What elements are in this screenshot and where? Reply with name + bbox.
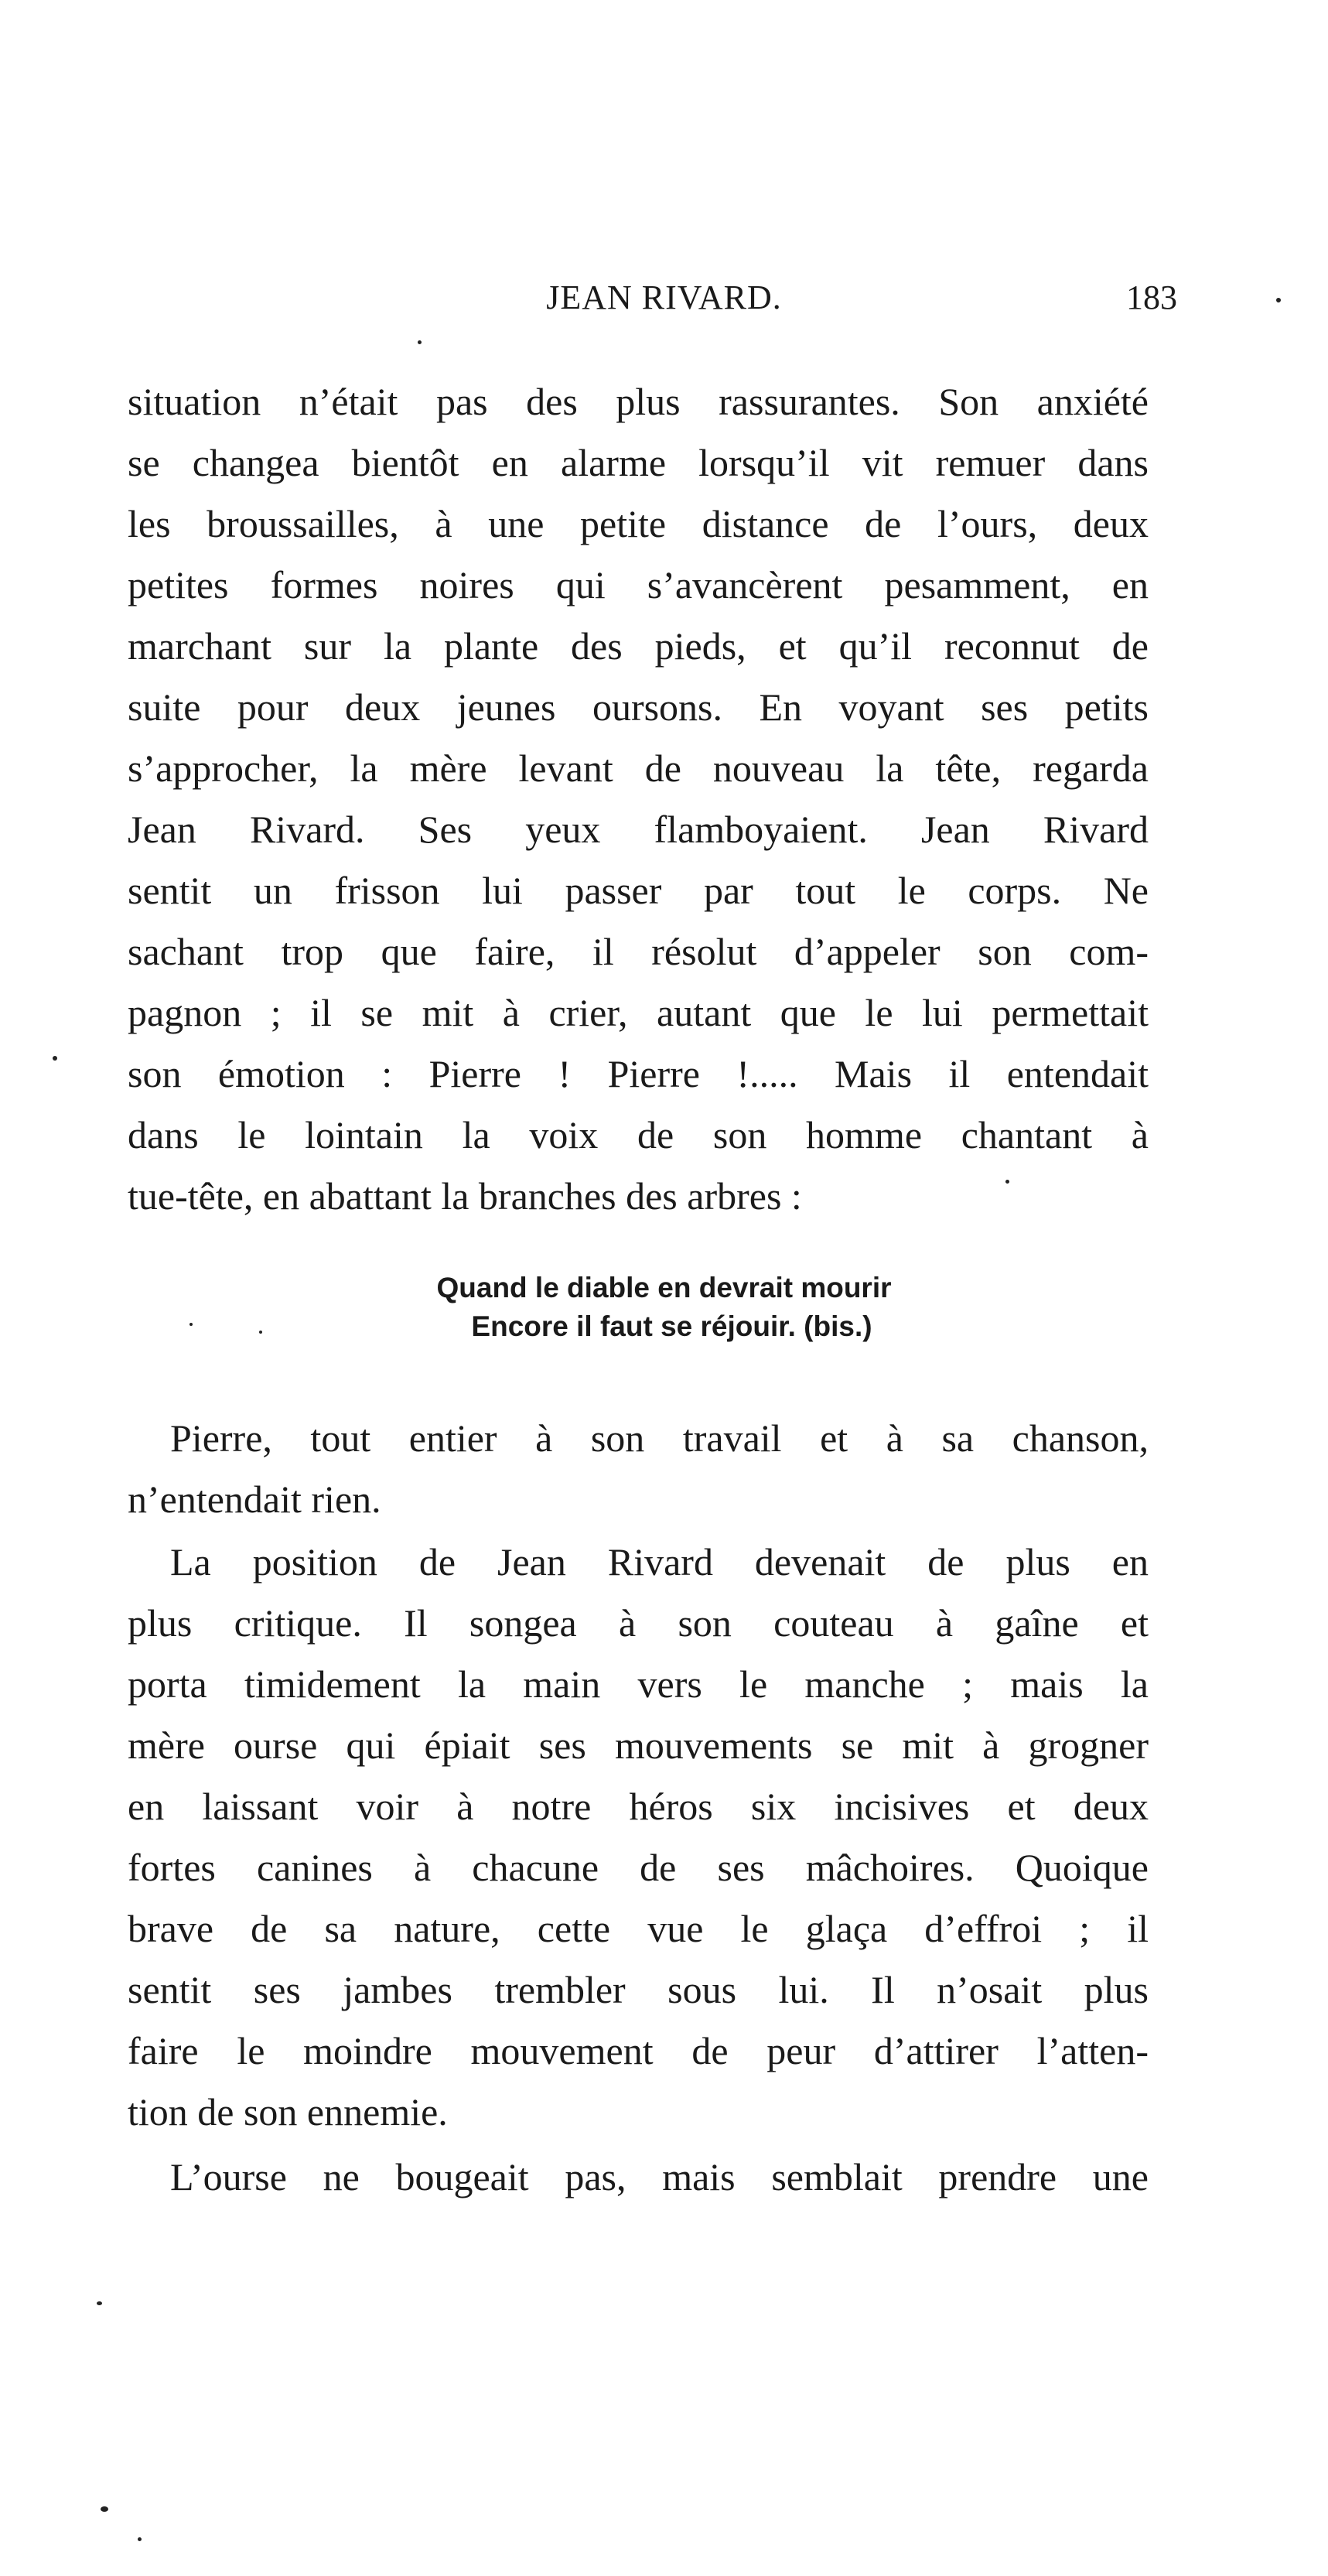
text-line: se changea bientôt en alarme lorsqu’il vit remuer dans — [128, 441, 1149, 484]
text-line: porta timidement la main vers le manche ; mais la — [128, 1662, 1149, 1706]
verse-line: Encore il faut se réjouir. (bis.) — [471, 1310, 872, 1342]
text-line: faire le moindre mouvement de peur d’attirer l’atten- — [128, 2029, 1149, 2072]
text-line: n’entendait rien. — [128, 1478, 381, 1521]
paragraph-3 — [128, 1532, 1149, 2143]
scan-speck — [418, 340, 422, 344]
text-line: tue-tête, en abattant la branches des arbres : — [128, 1174, 802, 1218]
text-line: Pierre, tout entier à son travail et à sa chanson, — [170, 1416, 1149, 1460]
text-line: Jean Rivard. Ses yeux flamboyaient. Jean Rivard — [128, 808, 1149, 851]
scan-speck — [101, 2506, 108, 2512]
paragraph-4 — [128, 2147, 1149, 2208]
paragraph-2 — [128, 1408, 1149, 1530]
running-title: JEAN RIVARD. — [546, 278, 782, 316]
text-line: pagnon ; il se mit à crier, autant que le lui permettait — [128, 991, 1149, 1034]
text-line: petites formes noires qui s’avancèrent pesamment, en — [128, 563, 1149, 606]
verse-quote — [0, 1269, 1328, 1346]
text-line: les broussailles, à une petite distance de l’ours, deux — [128, 502, 1149, 545]
text-line: sentit un frisson lui passer par tout le corps. Ne — [128, 869, 1149, 912]
text-line: s’approcher, la mère levant de nouveau la tête, regarda — [128, 746, 1149, 790]
text-line: tion de son ennemie. — [128, 2090, 448, 2134]
text-line: fortes canines à chacune de ses mâchoires. Quoique — [128, 1846, 1149, 1889]
scan-speck — [1005, 1180, 1009, 1184]
text-line: L’ourse ne bougeait pas, mais semblait prendre une — [170, 2155, 1149, 2198]
text-line: plus critique. Il songea à son couteau à gaîne et — [128, 1601, 1149, 1645]
scan-speck — [189, 1323, 193, 1326]
text-line: sentit ses jambes trembler sous lui. Il n’osait plus — [128, 1968, 1149, 2011]
text-line: suite pour deux jeunes oursons. En voyant ses petits — [128, 685, 1149, 729]
text-line: en laissant voir à notre héros six incisives et deux — [128, 1785, 1149, 1828]
scan-speck — [97, 2301, 102, 2305]
text-line: sachant trop que faire, il résolut d’appeler son com- — [128, 930, 1149, 973]
text-line: brave de sa nature, cette vue le glaça d’effroi ; il — [128, 1907, 1149, 1950]
text-line: mère ourse qui épiait ses mouvements se mit à grogner — [128, 1724, 1149, 1767]
page-number: 183 — [1126, 278, 1177, 316]
scan-speck — [259, 1331, 262, 1334]
text-line: marchant sur la plante des pieds, et qu’il reconnut de — [128, 624, 1149, 668]
text-line: dans le lointain la voix de son homme chantant à — [128, 1113, 1149, 1156]
text-line: La position de Jean Rivard devenait de plus en — [170, 1540, 1149, 1584]
scan-speck — [138, 2537, 142, 2541]
scan-speck — [53, 1056, 57, 1061]
paragraph-1 — [128, 371, 1149, 1227]
verse-line: Quand le diable en devrait mourir — [436, 1272, 892, 1303]
text-line: son émotion : Pierre ! Pierre !..... Mais il entendait — [128, 1052, 1149, 1095]
text-line: situation n’était pas des plus rassurantes. Son anxiété — [128, 380, 1149, 423]
scan-speck — [1276, 298, 1281, 302]
